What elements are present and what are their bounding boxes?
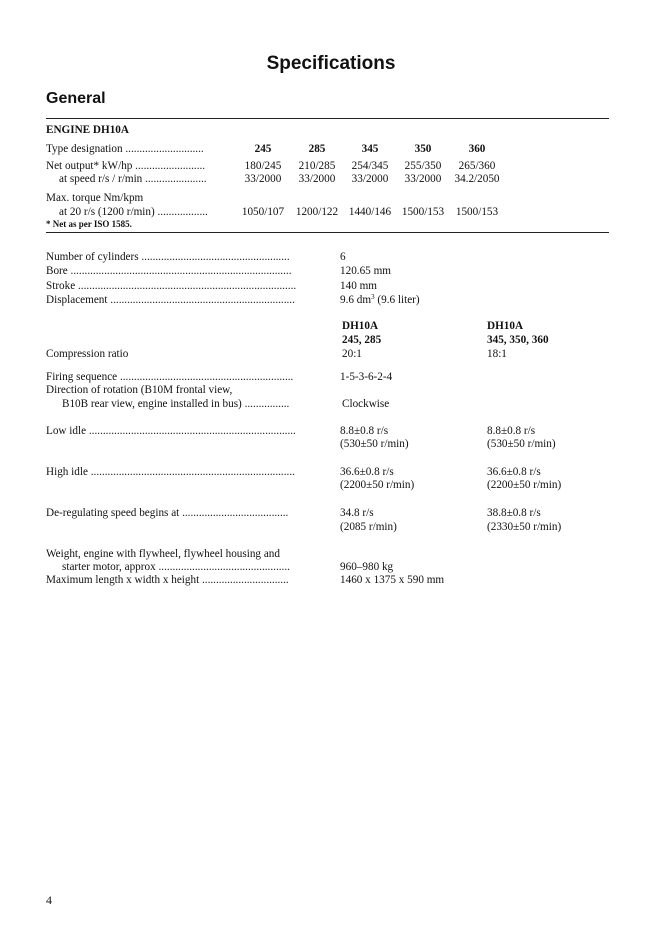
net-output-label: Net output* kW/hp ......................... bbox=[46, 160, 206, 172]
top-divider bbox=[46, 118, 609, 119]
low-idle-value-1a: 8.8±0.8 r/s bbox=[340, 425, 389, 437]
speed-cell: 34.2/2050 bbox=[454, 173, 500, 185]
rotation-label-line1: Direction of rotation (B10M frontal view, bbox=[46, 384, 233, 396]
bore-value: 120.65 mm bbox=[340, 265, 391, 277]
weight-value: 960–980 kg bbox=[340, 561, 394, 573]
type-cell: 345 bbox=[361, 143, 379, 155]
weight-label-line1: Weight, engine with flywheel, flywheel housing and bbox=[46, 548, 280, 560]
bore-label: Bore ............................................................................... bbox=[46, 265, 292, 277]
high-idle-label: High idle ......................................................................... bbox=[46, 466, 295, 478]
deregulating-value-2b: (2330±50 r/min) bbox=[487, 521, 562, 533]
net-output-cell: 255/350 bbox=[404, 160, 442, 172]
speed-cell: 33/2000 bbox=[404, 173, 442, 185]
net-output-cell: 210/285 bbox=[298, 160, 336, 172]
compression-label: Compression ratio bbox=[46, 348, 129, 360]
col2-header-types: 345, 350, 360 bbox=[487, 334, 549, 346]
stroke-value: 140 mm bbox=[340, 280, 377, 292]
torque-label-line2: at 20 r/s (1200 r/min) .................. bbox=[59, 206, 208, 218]
dimensions-value: 1460 x 1375 x 590 mm bbox=[340, 574, 445, 586]
speed-cell: 33/2000 bbox=[298, 173, 336, 185]
deregulating-label: De-regulating speed begins at ...................................... bbox=[46, 507, 289, 519]
torque-cell: 1050/107 bbox=[241, 206, 285, 218]
speed-label: at speed r/s / r/min ...................... bbox=[59, 173, 207, 185]
torque-label-line1: Max. torque Nm/kpm bbox=[46, 192, 144, 204]
rotation-label-line2: B10B rear view, engine installed in bus) ................ bbox=[62, 398, 290, 410]
torque-cell: 1500/153 bbox=[401, 206, 445, 218]
deregulating-value-1b: (2085 r/min) bbox=[340, 521, 397, 533]
cylinders-label: Number of cylinders ..................................................... bbox=[46, 251, 290, 263]
low-idle-value-2b: (530±50 r/min) bbox=[487, 438, 556, 450]
deregulating-value-2a: 38.8±0.8 r/s bbox=[487, 507, 541, 519]
net-output-cell: 265/360 bbox=[458, 160, 496, 172]
col1-header-types: 245, 285 bbox=[342, 334, 382, 346]
high-idle-value-2b: (2200±50 r/min) bbox=[487, 479, 562, 491]
rotation-value: Clockwise bbox=[342, 398, 390, 410]
torque-cell: 1440/146 bbox=[348, 206, 392, 218]
type-cell: 245 bbox=[254, 143, 272, 155]
type-cell: 285 bbox=[308, 143, 326, 155]
type-cell: 350 bbox=[414, 143, 432, 155]
cylinders-value: 6 bbox=[340, 251, 346, 263]
low-idle-value-2a: 8.8±0.8 r/s bbox=[487, 425, 536, 437]
compression-value-1: 20:1 bbox=[342, 348, 362, 360]
section-heading: General bbox=[46, 90, 106, 107]
net-output-cell: 254/345 bbox=[351, 160, 389, 172]
footnote: * Net as per ISO 1585. bbox=[46, 219, 132, 229]
firing-sequence-value: 1-5-3-6-2-4 bbox=[340, 371, 393, 383]
high-idle-value-1a: 36.6±0.8 r/s bbox=[340, 466, 394, 478]
displacement-label: Displacement .................................................................. bbox=[46, 294, 295, 306]
speed-cell: 33/2000 bbox=[351, 173, 389, 185]
engine-table-heading: ENGINE DH10A bbox=[46, 124, 129, 136]
high-idle-value-1b: (2200±50 r/min) bbox=[340, 479, 415, 491]
deregulating-value-1a: 34.8 r/s bbox=[340, 507, 374, 519]
col1-header-model: DH10A bbox=[342, 320, 379, 332]
net-output-cell: 180/245 bbox=[244, 160, 282, 172]
firing-sequence-label: Firing sequence .............................................................. bbox=[46, 371, 294, 383]
torque-cell: 1500/153 bbox=[455, 206, 499, 218]
torque-cell: 1200/122 bbox=[295, 206, 339, 218]
dimensions-label: Maximum length x width x height ............................... bbox=[46, 574, 289, 586]
low-idle-label: Low idle .......................................................................... bbox=[46, 425, 296, 437]
speed-cell: 33/2000 bbox=[244, 173, 282, 185]
type-cell: 360 bbox=[468, 143, 486, 155]
table-bottom-divider bbox=[46, 232, 609, 233]
high-idle-value-2a: 36.6±0.8 r/s bbox=[487, 466, 541, 478]
page-number: 4 bbox=[46, 893, 52, 907]
page-title: Specifications bbox=[266, 53, 396, 74]
low-idle-value-1b: (530±50 r/min) bbox=[340, 438, 409, 450]
type-designation-label: Type designation ............................ bbox=[46, 143, 204, 155]
col2-header-model: DH10A bbox=[487, 320, 524, 332]
stroke-label: Stroke .............................................................................. bbox=[46, 280, 297, 292]
compression-value-2: 18:1 bbox=[487, 348, 507, 360]
displacement-value: 9.6 $dm^3$ (9.6 liter) bbox=[340, 293, 420, 306]
weight-label-line2: starter motor, approx ............................................... bbox=[62, 561, 290, 573]
